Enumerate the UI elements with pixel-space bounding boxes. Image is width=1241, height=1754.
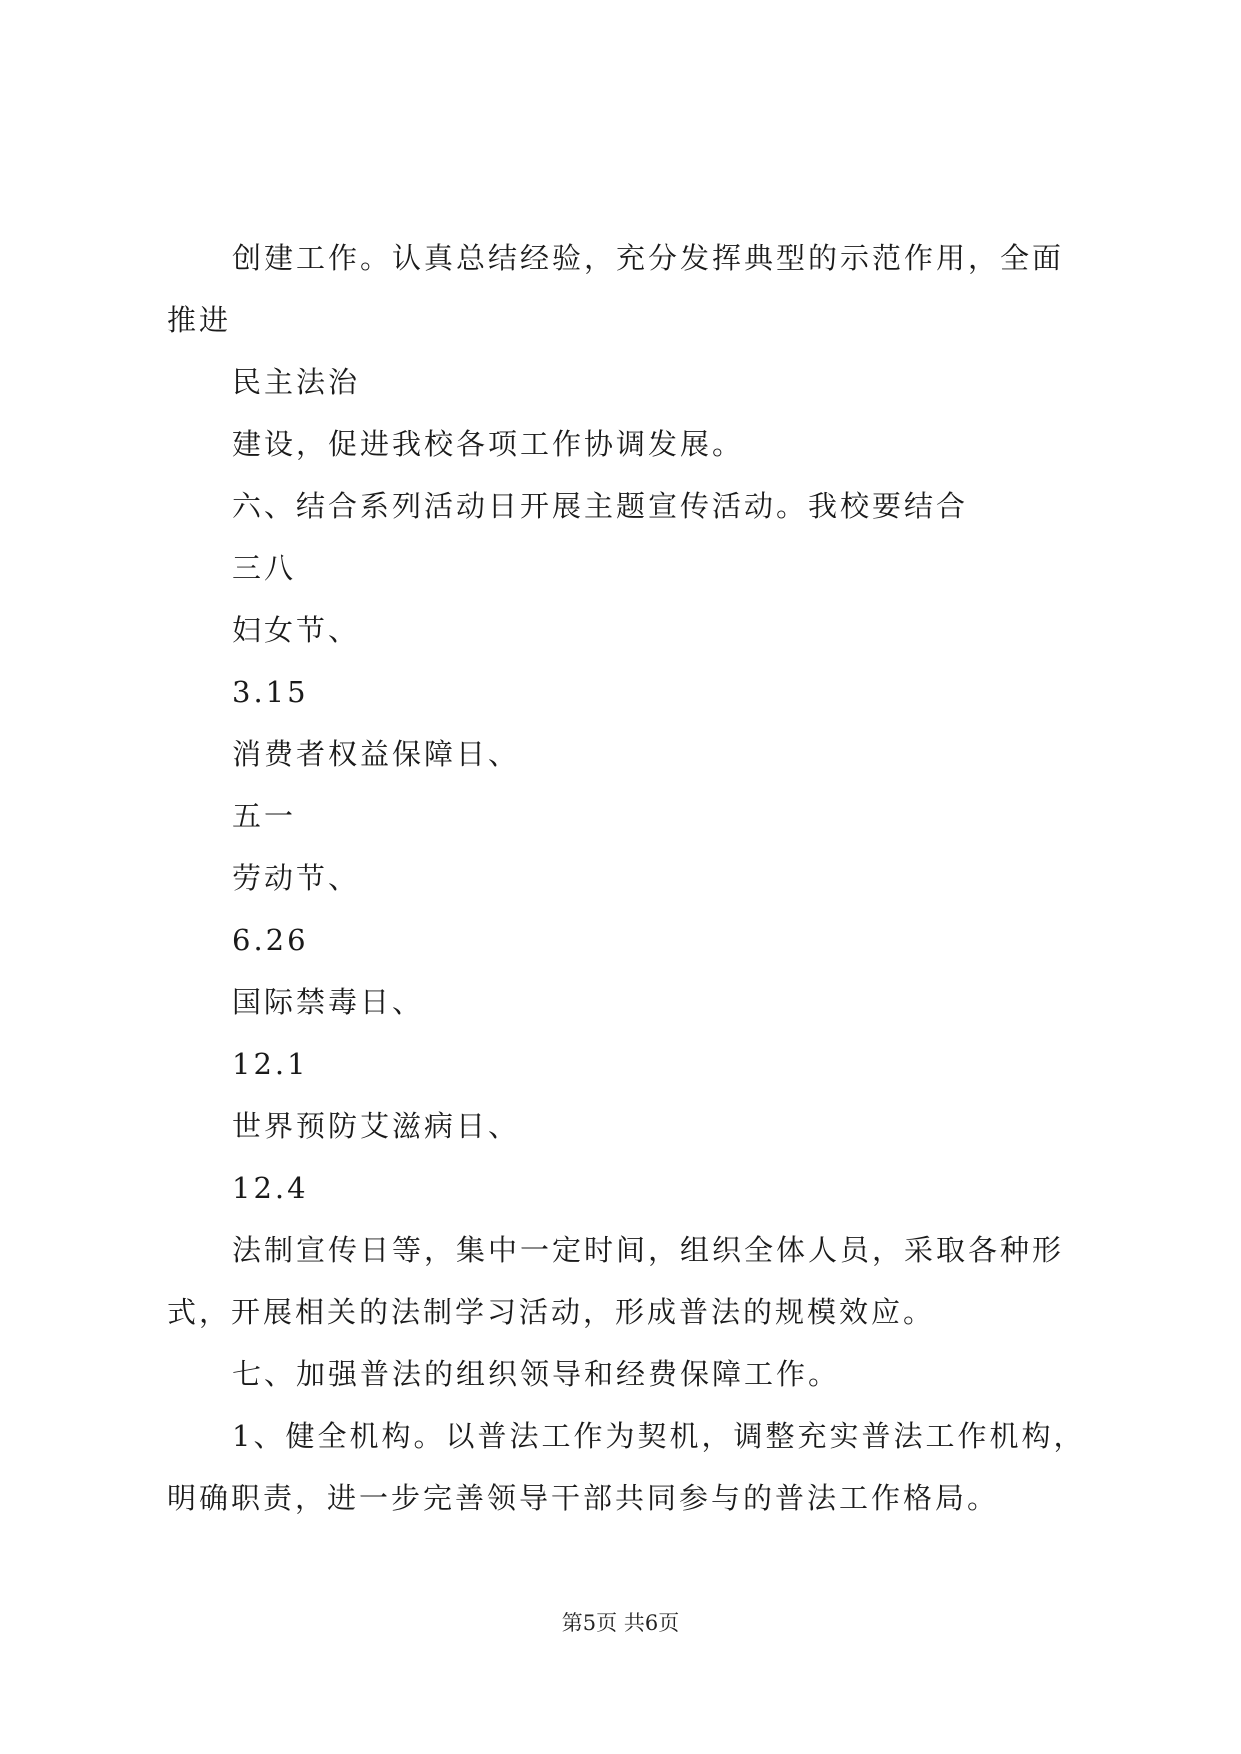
body-line: 法制宣传日等，集中一定时间，组织全体人员，采取各种形 [232,1233,1065,1267]
body-line: 五一 [232,799,297,833]
body-line: 劳动节、 [232,861,361,895]
body-line: 推进 [167,303,232,337]
body-line: 三八 [232,551,297,585]
body-line: 式，开展相关的法制学习活动，形成普法的规模效应。 [167,1295,936,1329]
body-line: 七、加强普法的组织领导和经费保障工作。 [232,1357,841,1391]
body-line: 六、结合系列活动日开展主题宣传活动。我校要结合 [232,489,969,523]
body-line: 建设，促进我校各项工作协调发展。 [232,427,745,461]
body-line: 6.26 [232,923,309,957]
body-line: 12.4 [232,1171,309,1205]
page-number-footer: 第5页 共6页 [561,1611,680,1635]
body-line: 国际禁毒日、 [232,985,425,1019]
body-line: 3.15 [232,675,309,709]
body-line: 12.1 [232,1047,309,1081]
body-line: 妇女节、 [232,613,361,647]
body-line: 消费者权益保障日、 [232,737,521,771]
body-line: 1、健全机构。以普法工作为契机，调整充实普法工作机构， [232,1419,1086,1453]
body-line: 世界预防艾滋病日、 [232,1109,521,1143]
body-line: 民主法治 [232,365,361,399]
body-line: 创建工作。认真总结经验，充分发挥典型的示范作用，全面 [232,241,1065,275]
body-line: 明确职责，进一步完善领导干部共同参与的普法工作格局。 [167,1481,1000,1515]
